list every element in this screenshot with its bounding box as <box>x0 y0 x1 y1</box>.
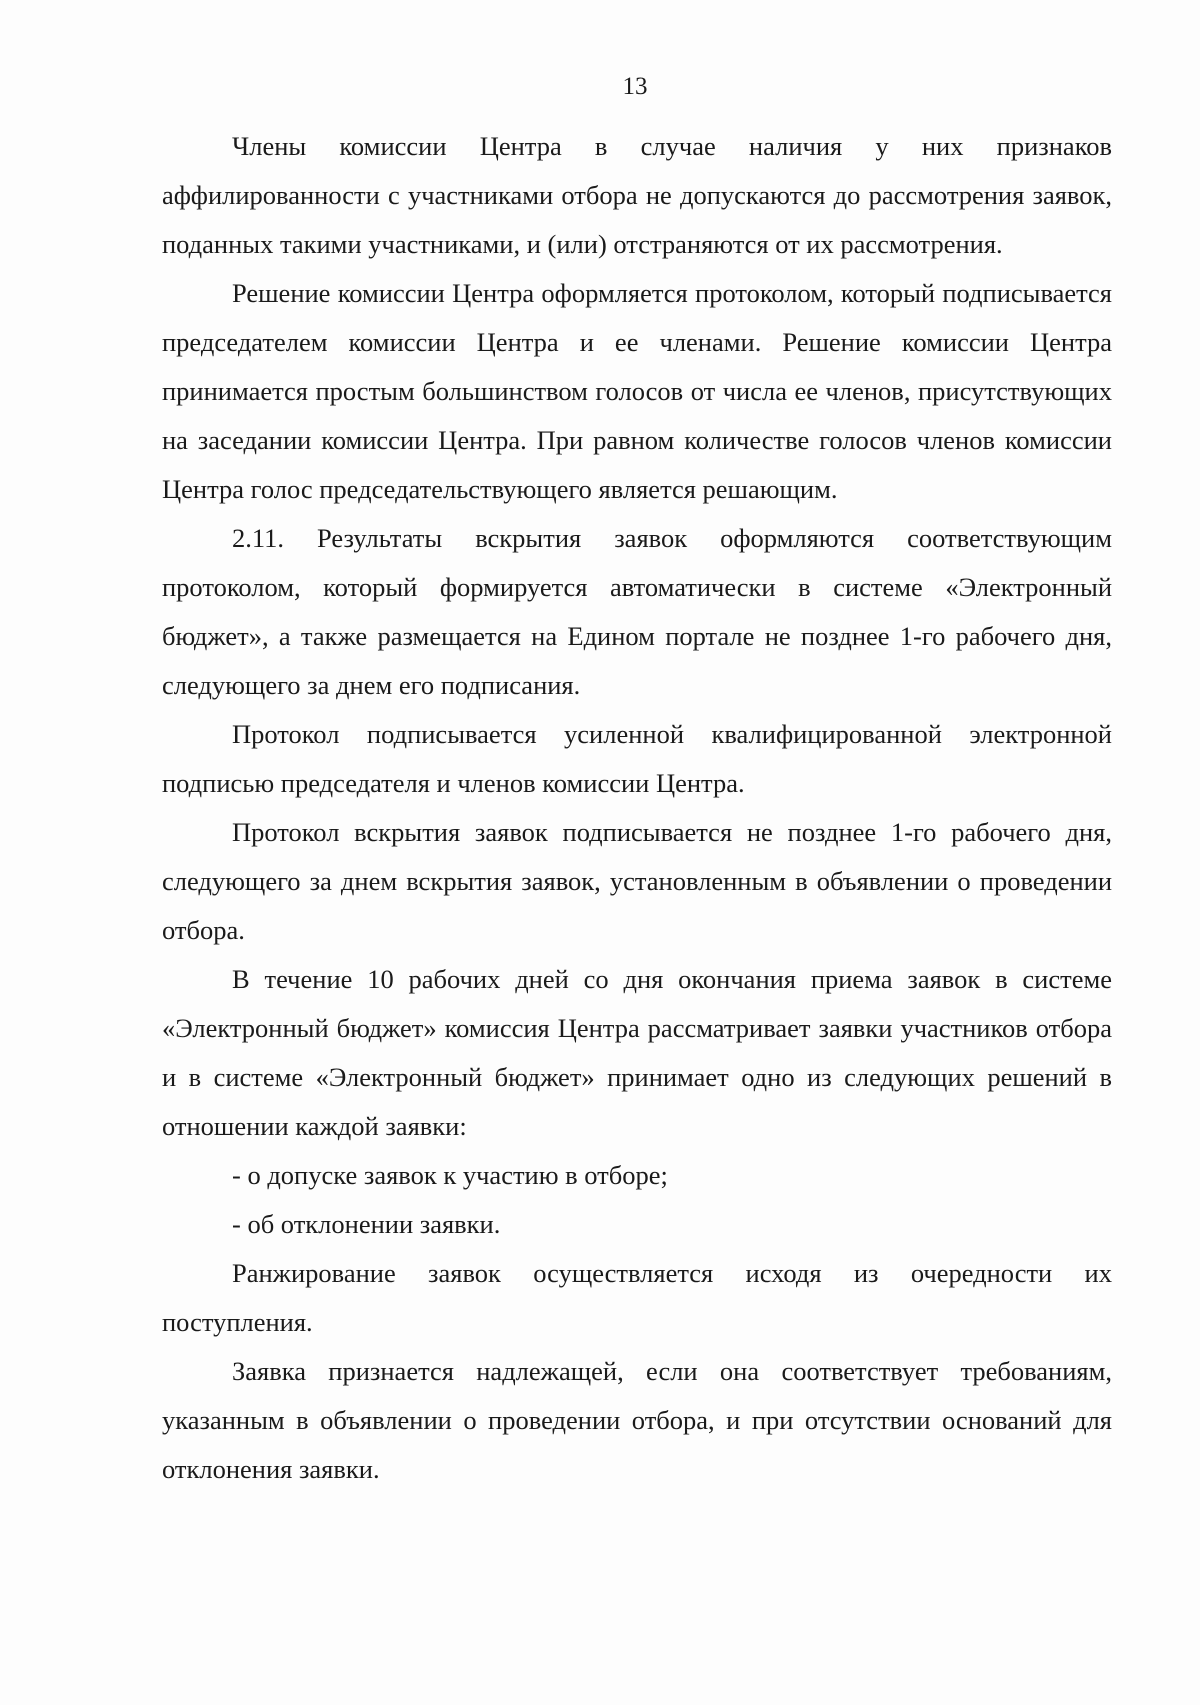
paragraph-review-period: В течение 10 рабочих дней со дня окончания приема заявок в системе «Электронный бюджет» комиссия Центра рассматривает заявки участников отбора и в системе «Электронный бюджет» принимает одно из следующих решений в отношении каждой заявки: <box>162 964 1112 1141</box>
list-item-admission: - о допуске заявок к участию в отборе; <box>232 1160 668 1190</box>
paragraph-commission-decision: Решение комиссии Центра оформляется протоколом, который подписывается председателем комиссии Центра и ее членами. Решение комиссии Центра принимается простым большинством голосов от числа ее членов, присутствующих на заседании комиссии Центра. При равном количестве голосов членов комиссии Центра голос председательствующего является решающим. <box>162 278 1112 504</box>
paragraph-commission-affiliation: Члены комиссии Центра в случае наличия у них признаков аффилированности с участниками отбора не допускаются до рассмотрения заявок, поданных такими участниками, и (или) отстраняются от их рассмотрения. <box>162 131 1112 259</box>
list-item-rejection: - об отклонении заявки. <box>232 1209 501 1239</box>
paragraph-protocol-signature: Протокол подписывается усиленной квалифицированной электронной подписью председателя и членов комиссии Центра. <box>162 719 1112 798</box>
paragraph-proper-application: Заявка признается надлежащей, если она соответствует требованиям, указанным в объявлении о проведении отбора, и при отсутствии оснований для отклонения заявки. <box>162 1356 1112 1484</box>
page-number: 13 <box>622 73 648 100</box>
paragraph-protocol-deadline: Протокол вскрытия заявок подписывается не позднее 1-го рабочего дня, следующего за днем вскрытия заявок, установленным в объявлении о проведении отбора. <box>162 817 1112 945</box>
paragraph-opening-results: 2.11. Результаты вскрытия заявок оформляются соответствующим протоколом, который формируется автоматически в системе «Электронный бюджет», а также размещается на Едином портале не позднее 1-го рабочего дня, следующего за днем его подписания. <box>162 523 1112 700</box>
document-body <box>162 122 1112 1494</box>
paragraph-ranking: Ранжирование заявок осуществляется исходя из очередности их поступления. <box>162 1258 1112 1337</box>
